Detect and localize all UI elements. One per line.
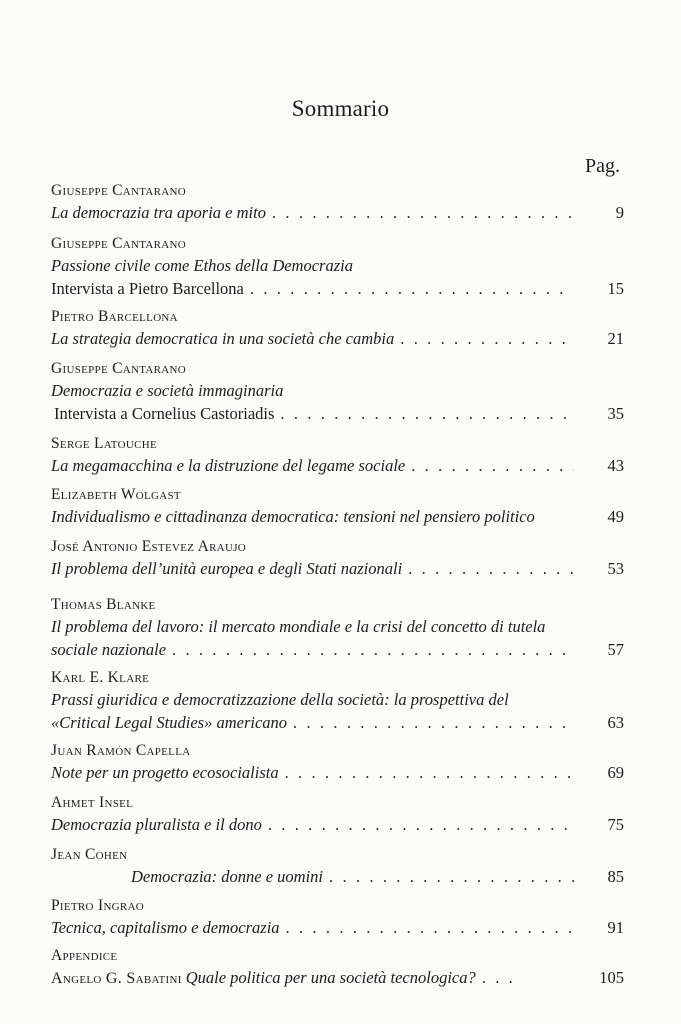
entry-author: Thomas Blanke [51,596,156,613]
entry-author: Pietro Ingrao [51,897,145,914]
entry-title: La strategia democratica in una società che cambia [51,329,395,348]
entry-title: Passione civile come Ethos della Democrazia [51,256,353,275]
entry-author: Serge Latouche [51,435,158,452]
entry-line [51,254,624,277]
entry-author: Ahmet Insel [51,794,134,811]
entry-title: Il problema dell’unità europea e degli Stati nazionali [51,559,403,578]
dot-leader [250,277,574,300]
entry-title-continued: sociale nazionale [51,640,167,659]
entry-title: Quale politica per una società tecnologica? [185,968,476,987]
entry-title: Tecnica, capitalismo e democrazia [51,918,280,937]
dot-leader [400,327,574,350]
toc-entry [51,845,624,888]
entry-author: Giuseppe Cantarano [51,235,187,252]
entry-page-number: 69 [607,763,624,782]
entry-title: Individualismo e cittadinanza democratica: tensioni nel pensiero politico [51,507,535,526]
dot-leader [286,916,574,939]
entry-subtitle: Intervista a Cornelius Castoriadis [54,404,275,423]
entry-line [51,916,624,939]
dot-leader [272,201,574,224]
entry-title: Note per un progetto ecosocialista [51,763,279,782]
dot-leader [280,402,574,425]
entry-title: Il problema del lavoro: il mercato mondiale e la crisi del concetto di tutela [51,617,546,636]
entry-page-number: 35 [607,404,624,423]
toc-entry [51,307,624,350]
toc-entry [51,793,624,836]
dot-leader [482,966,520,989]
entry-page-number: 63 [607,713,624,732]
dot-leader [408,557,574,580]
entry-author: Giuseppe Cantarano [51,360,187,377]
entry-author: Karl E. Klare [51,669,150,686]
toc-entry [51,896,624,939]
dot-leader [268,813,574,836]
entry-page-number: 15 [607,279,624,298]
entry-line [51,557,624,580]
entry-title: La megamacchina e la distruzione del legame sociale [51,456,406,475]
entry-page-number: 57 [607,640,624,659]
entry-line [51,688,624,711]
entry-line [51,277,624,300]
entry-page-number: 105 [599,968,624,987]
entry-title: Democrazia pluralista e il dono [51,815,262,834]
entry-line [51,865,624,888]
entry-author: José Antonio Estevez Araujo [51,538,247,555]
entry-title: Democrazia e società immaginaria [51,381,284,400]
entry-page-number: 91 [607,918,624,937]
entry-line [51,761,624,784]
entry-page-number: 85 [607,867,624,886]
entry-line [51,454,624,477]
dot-leader [411,454,574,477]
page-column-label: Pag. [585,155,620,177]
toc-entry [51,234,624,300]
entry-page-number: 9 [615,203,624,222]
entry-author: Elizabeth Wolgast [51,486,181,503]
entry-line [51,505,624,528]
toc-entry [51,485,624,528]
dot-leader [172,638,574,661]
entry-page-number: 53 [607,559,624,578]
entry-author: Pietro Barcellona [51,308,178,325]
toc-entry [51,537,624,580]
entry-author: Jean Cohen [51,846,128,863]
entry-title-continued: «Critical Legal Studies» americano [51,713,288,732]
entry-author: Giuseppe Cantarano [51,182,187,199]
dot-leader [329,865,574,888]
toc-entry [51,434,624,477]
toc-entry [51,359,624,425]
entry-author: Angelo G. Sabatini [51,970,182,987]
entry-page-number: 75 [607,815,624,834]
entry-subtitle: Intervista a Pietro Barcellona [51,279,244,298]
entry-title: Democrazia: donne e uomini [131,867,324,886]
entry-page-number: 49 [607,507,624,526]
entry-author: Juan Ramón Capella [51,742,191,759]
dot-leader [293,711,574,734]
entry-page-number: 21 [607,329,624,348]
entry-line [51,379,624,402]
entry-line [51,402,624,425]
toc-entry-appendix [51,946,624,990]
entry-page-number: 43 [607,456,624,475]
toc-entry [51,668,624,734]
entry-line [51,638,624,661]
entry-line [51,966,624,990]
entry-line [51,711,624,734]
entry-line [51,615,624,638]
appendix-label: Appendice [51,947,118,964]
toc-entry [51,181,624,224]
toc-entry [51,741,624,784]
entry-line [51,813,624,836]
toc-entry [51,595,624,661]
entry-line [51,201,624,224]
entry-title: La democrazia tra aporia e mito [51,203,266,222]
entry-title: Prassi giuridica e democratizzazione della società: la prospettiva del [51,690,509,709]
entry-line [51,327,624,350]
page-title: Sommario [291,96,390,121]
dot-leader [285,761,574,784]
